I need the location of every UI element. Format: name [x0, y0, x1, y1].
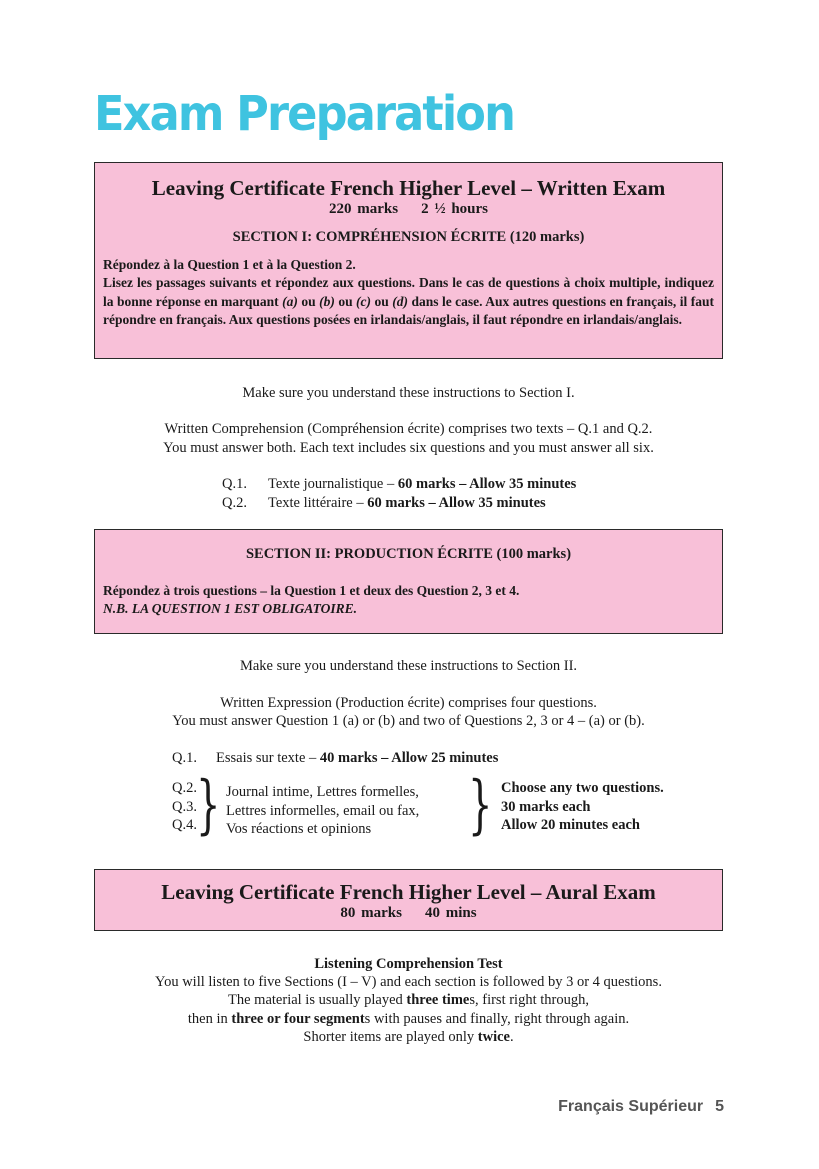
- section-1-desc-line-2: You must answer both. Each text includes six questions and you must answer all six.: [163, 440, 654, 456]
- section-1-instructions: [103, 256, 714, 329]
- section-2-instruction: Répondez à trois questions – la Question 1 et deux des Question 2, 3 et 4.: [103, 583, 520, 598]
- section-1-desc-line-1: Written Comprehension (Compréhension écrite) comprises two texts – Q.1 and Q.2.: [164, 421, 653, 437]
- listening-title: Listening Comprehension Test: [314, 956, 503, 972]
- aural-exam-box: [94, 869, 723, 931]
- aural-exam-marks: 80 marks: [340, 905, 402, 921]
- section-2-item-q1: Q.1. Essais sur texte – 40 marks – Allow 25 minutes: [172, 750, 499, 766]
- right-brace: }: [468, 768, 493, 842]
- written-exam-meta: [103, 200, 714, 218]
- section-1-instruction-line: Répondez à la Question 1 et à la Question 2.: [103, 257, 356, 272]
- page-number: 5: [715, 1098, 724, 1115]
- written-exam-marks: 220 marks: [328, 201, 399, 217]
- section-1-note: Make sure you understand these instructions to Section I.: [242, 385, 575, 401]
- section-2-note: Make sure you understand these instructions to Section II.: [239, 658, 578, 674]
- book-title: Français Supérieur: [558, 1098, 704, 1115]
- aural-exam-duration: 40 mins: [425, 905, 477, 921]
- section-2-desc-line-1: Written Expression (Production écrite) comprises four questions.: [220, 695, 597, 711]
- written-exam-title: Leaving Certificate French Higher Level – Written Exam: [151, 176, 666, 200]
- section-2-choice-note: Choose any two questions. 30 marks each Allow 20 minutes each: [501, 780, 664, 833]
- left-brace: }: [196, 768, 221, 842]
- listening-line-1: You will listen to five Sections (I – V) and each section is followed by 3 or 4 questions.: [155, 974, 662, 990]
- section-2-question-numbers: Q.2. Q.3. Q.4.: [172, 780, 197, 833]
- section-1-heading: SECTION I: COMPRÉHENSION ÉCRITE (120 marks): [232, 229, 585, 245]
- section-1-item-q1: Q.1. Texte journalistique – 60 marks – Allow 35 minutes: [222, 476, 577, 492]
- listening-line-3: then in three or four segments with pauses and finally, right through again.: [187, 1011, 630, 1027]
- section-2-heading: SECTION II: PRODUCTION ÉCRITE (100 marks): [245, 546, 572, 562]
- listening-line-4: Shorter items are played only twice.: [303, 1029, 514, 1045]
- section-1-instruction-paragraph: Lisez les passages suivants et répondez aux questions. Dans le cas de questions à choix multiple, indiquez la bonne réponse en marquant (a) ou (b) ou (c) ou (d) dans le case. Aux autres questions en français, il faut répondre en français. Aux questions posées en irlandais/anglais, il faut répondre en irlandais/anglais.: [103, 275, 714, 327]
- aural-exam-meta: [103, 904, 714, 922]
- written-exam-box: [94, 162, 723, 359]
- section-2-nb: N.B. LA QUESTION 1 EST OBLIGATOIRE.: [103, 601, 358, 617]
- listening-line-2: The material is usually played three times, first right through,: [228, 992, 589, 1008]
- section-1-item-q2: Q.2. Texte littéraire – 60 marks – Allow 35 minutes: [222, 495, 546, 511]
- page-title: Exam Preparation: [94, 86, 515, 142]
- page-footer: [558, 1098, 724, 1116]
- aural-exam-title: Leaving Certificate French Higher Level – Aural Exam: [161, 880, 656, 904]
- written-exam-duration: 2 ½ hours: [421, 201, 489, 217]
- section-2-topics: Journal intime, Lettres formelles, Lettres informelles, email ou fax, Vos réactions et opinions: [226, 784, 420, 837]
- section-2-box: [94, 529, 723, 634]
- section-2-desc-line-2: You must answer Question 1 (a) or (b) and two of Questions 2, 3 or 4 – (a) or (b).: [172, 713, 645, 729]
